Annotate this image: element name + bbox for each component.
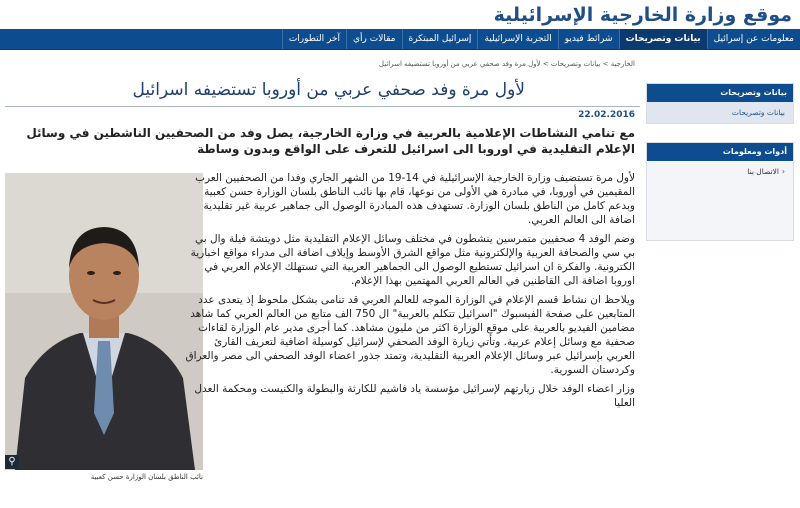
sidebar-tools-box bbox=[646, 142, 794, 241]
sidebar-tools-heading: أدوات ومعلومات bbox=[647, 143, 793, 161]
article-lead: مع تنامي النشاطات الإعلامية بالعربية في وزارة الخارجية، يصل وفد من الصحفيين الناشطين في وسائل الإعلام التقليدية في اوروبا الى اسرائيل للتعرف على الواقع وبدون وساطة bbox=[26, 126, 635, 156]
sidebar-statements-heading: بيانات وتصريحات bbox=[647, 84, 793, 102]
photo-caption: نائب الناطق بلسان الوزارة حسن كعبية bbox=[90, 473, 203, 481]
sidebar-tools-spacer bbox=[647, 182, 793, 240]
nav-item-1[interactable]: بيانات وتصريحات bbox=[619, 29, 707, 49]
chevron-left-icon: ‹ bbox=[782, 167, 785, 176]
sidebar-statements-box bbox=[646, 83, 794, 124]
nav-item-4[interactable]: إسرائيل المبتكرة bbox=[402, 29, 478, 49]
title-divider bbox=[5, 106, 640, 107]
portrait-image bbox=[5, 173, 203, 470]
breadcrumb[interactable]: الخارجية > بيانات وتصريحات > لأول مرة وفد صحفي عربي من أوروبا تستضيفه اسرائيل bbox=[378, 60, 635, 68]
paragraph-4: وزار اعضاء الوفد خلال زيارتهم لإسرائيل مؤسسة ياد فاشيم للكارثة والبطولة والكنيست ومحكمة العدل العليا bbox=[194, 383, 635, 409]
nav-item-2[interactable]: شرائط فيديو bbox=[558, 29, 619, 49]
sidebar-contact-label: الاتصال بنا bbox=[747, 167, 779, 176]
article-title: لأول مرة وفد صحفي عربي من أوروبا تستضيفه اسرائيل bbox=[132, 80, 525, 100]
nav-list bbox=[0, 29, 800, 49]
main-nav bbox=[0, 29, 800, 50]
article-photo[interactable] bbox=[5, 173, 203, 470]
nav-item-5[interactable]: مقالات رأي bbox=[346, 29, 401, 49]
paragraph-1: لأول مرة تستضيف وزارة الخارجية الإسرائيلية في 14-19 من الشهر الجاري وفدا من الصحفيين العرب المقيمين في أوروبا، في مبادرة هي الأولى من نوعها، قام بها نائب الناطق بلسان الوزارة حسن كعبية وبدعم كامل من الناطق بلسان الوزارة. تستهدف هذه المبادرة الوصول الى جماهير عربية غير تقليدية اضافة الى العالم العربي. bbox=[195, 172, 635, 226]
sidebar-item-statements[interactable] bbox=[647, 102, 793, 123]
nav-item-6[interactable]: آخر التطورات bbox=[282, 29, 346, 49]
article-body bbox=[185, 171, 635, 415]
nav-item-0[interactable]: معلومات عن إسرائيل bbox=[707, 29, 800, 49]
article-date: 22.02.2016 bbox=[578, 110, 635, 120]
paragraph-3: ويلاحظ ان نشاط قسم الإعلام في الوزارة الموجه للعالم العربي قد تنامى بشكل ملحوظ إذ يتعدى عدد المتابعين على صفحة الفيسبوك "اسرائيل تتكلم بالعربية" ال 750 الف متابع من العالم العربي كما شاهد مضامين الفيديو بالعربية على موقع الوزارة اكثر من مليون مشاهد. كما أجرى مدير عام الوزارة لقاءات صحفية مع وسائل إعلام عربية. وتأتي زيارة الوفد الصحفي لإسرائيل كوسيلة اضافية لتعريف القارئ العربي بإسرائيل عبر وسائل الإعلام العربية التقليدية، وتمتد جذور اعضاء الوفد الصحفي الى مصر والعراق وكردستان السورية. bbox=[185, 294, 635, 376]
site-title[interactable]: موقع وزارة الخارجية الإسرائيلية bbox=[493, 4, 792, 26]
paragraph-2: وضم الوفد 4 صحفيين متمرسين ينشطون في مختلف وسائل الإعلام التقليدية مثل دويتشة فيلة وال بي بي سي والصحافة العربية والإلكترونية مثل مواقع الشرق الأوسط وإيلاف اضافة الى مدراء مواقع اخبارية الكترونية. والفكرة ان اسرائيل تستطيع الوصول الى الجماهير العربية التي تستهلك الإعلام العربي في اوروبا اضافة الى القاطنين في العالم العربي المهتمين بهذا الإعلام. bbox=[190, 233, 635, 287]
nav-item-3[interactable]: التجربة الإسرائيلية bbox=[477, 29, 557, 49]
magnifier-icon[interactable]: ⚲ bbox=[5, 455, 19, 469]
sidebar-statements-label: بيانات وتصريحات bbox=[731, 108, 785, 117]
sidebar-item-contact[interactable] bbox=[647, 161, 793, 182]
